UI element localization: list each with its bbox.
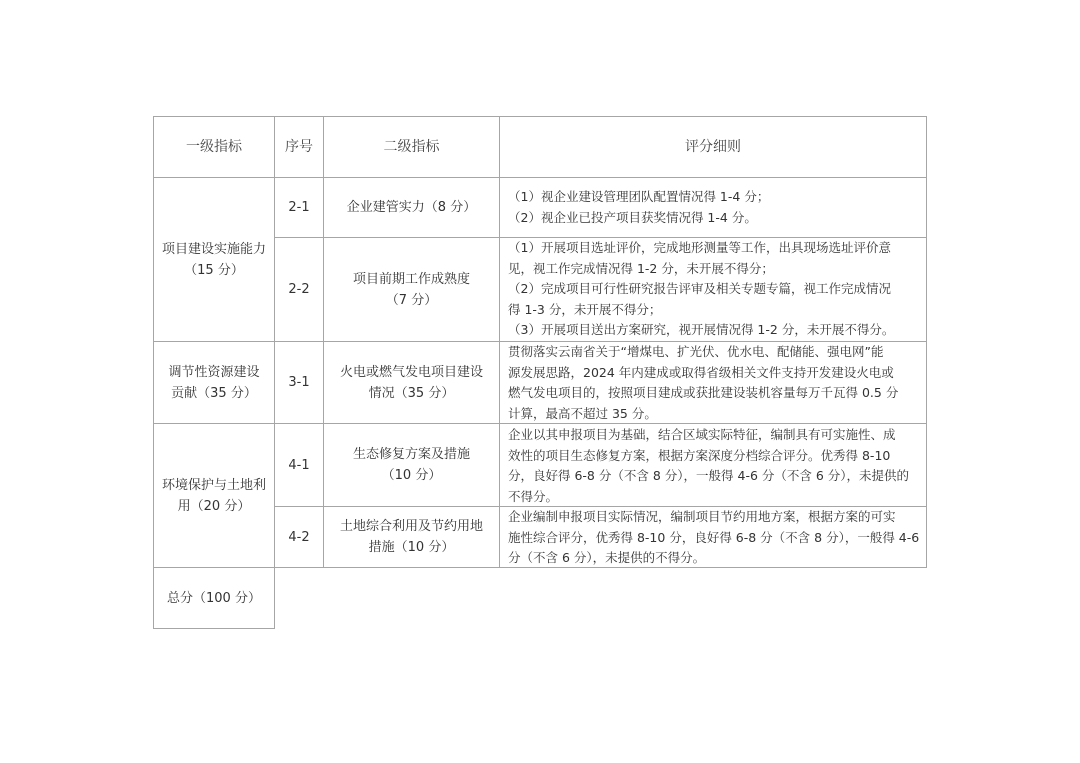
sequence-cell: 3-1 — [288, 375, 310, 390]
scoring-detail-cell: 贯彻落实云南省关于“增煤电、扩光伏、优水电、配储能、强电网”能 源发展思路，2024 年内建成或取得省级相关文件支持开发建设火电或 燃气发电项目的，按照项目建成或获批建设装机容量每万千瓦得 0.5 分 计算，最高不超过 35 分。 — [508, 344, 899, 421]
primary-indicator-cell — [154, 178, 274, 341]
header-sequence: 序号 — [285, 138, 313, 155]
table-border-bottom — [153, 628, 275, 629]
primary-indicator-score: （15 分） — [184, 262, 244, 278]
secondary-indicator-cell: 企业建管实力（8 分） — [346, 200, 477, 215]
total-score-cell: 总分（100 分） — [167, 590, 261, 606]
scoring-detail-cell: 企业以其申报项目为基础，结合区域实际特征，编制具有可实施性、成 效性的项目生态修复方案，根据方案深度分档综合评分。优秀得 8-10 分，良好得 6-8 分（不含 8 分），一般得 4-6 分（不含 6 分），未提供的 不得分。 — [508, 427, 910, 504]
scoring-detail-cell: 企业编制申报项目实际情况，编制项目节约用地方案，根据方案的可实 施性综合评分，优秀得 8-10 分，良好得 6-8 分（不含 8 分），一般得 4-6 分（不含 6 分），未提供的不得分。 — [508, 509, 920, 565]
secondary-indicator-cell: 土地综合利用及节约用地 措施（10 分） — [339, 519, 483, 555]
scoring-detail-cell: （1）开展项目选址评价，完成地形测量等工作，出具现场选址评价意 见，视工作完成情况得 1-2 分，未开展不得分； （2）完成项目可行性研究报告评审及相关专题专篇，视工作完成情况 得 1-3 分，未开展不得分； （3）开展项目送出方案研究，视开展情况得 1-2 分，未开展不得分。 — [508, 240, 895, 337]
column-divider — [499, 116, 500, 568]
sequence-cell: 4-2 — [288, 529, 310, 545]
sequence-cell: 4-1 — [288, 457, 310, 473]
header-primary-indicator: 一级指标 — [186, 138, 242, 155]
primary-indicator-cell: 调节性资源建设 贡献（35 分） — [168, 364, 260, 401]
secondary-indicator-cell: 火电或燃气发电项目建设 情况（35 分） — [339, 364, 483, 401]
primary-indicator-cell: 环境保护与土地利 用（20 分） — [161, 477, 266, 514]
primary-indicator-name: 项目建设实施能力 — [161, 241, 266, 257]
table-border-right — [926, 116, 927, 568]
sequence-cell: 2-1 — [288, 200, 310, 215]
header-secondary-indicator: 二级指标 — [383, 138, 440, 155]
secondary-indicator-cell: 生态修复方案及措施 （10 分） — [352, 447, 470, 483]
secondary-indicator-cell: 项目前期工作成熟度 （7 分） — [352, 271, 470, 308]
scoring-detail-cell: （1）视企业建设管理团队配置情况得 1-4 分； （2）视企业已投产项目获奖情况得 1-4 分。 — [508, 189, 770, 225]
header-scoring-rules: 评分细则 — [685, 138, 741, 155]
sequence-cell: 2-2 — [288, 282, 310, 297]
